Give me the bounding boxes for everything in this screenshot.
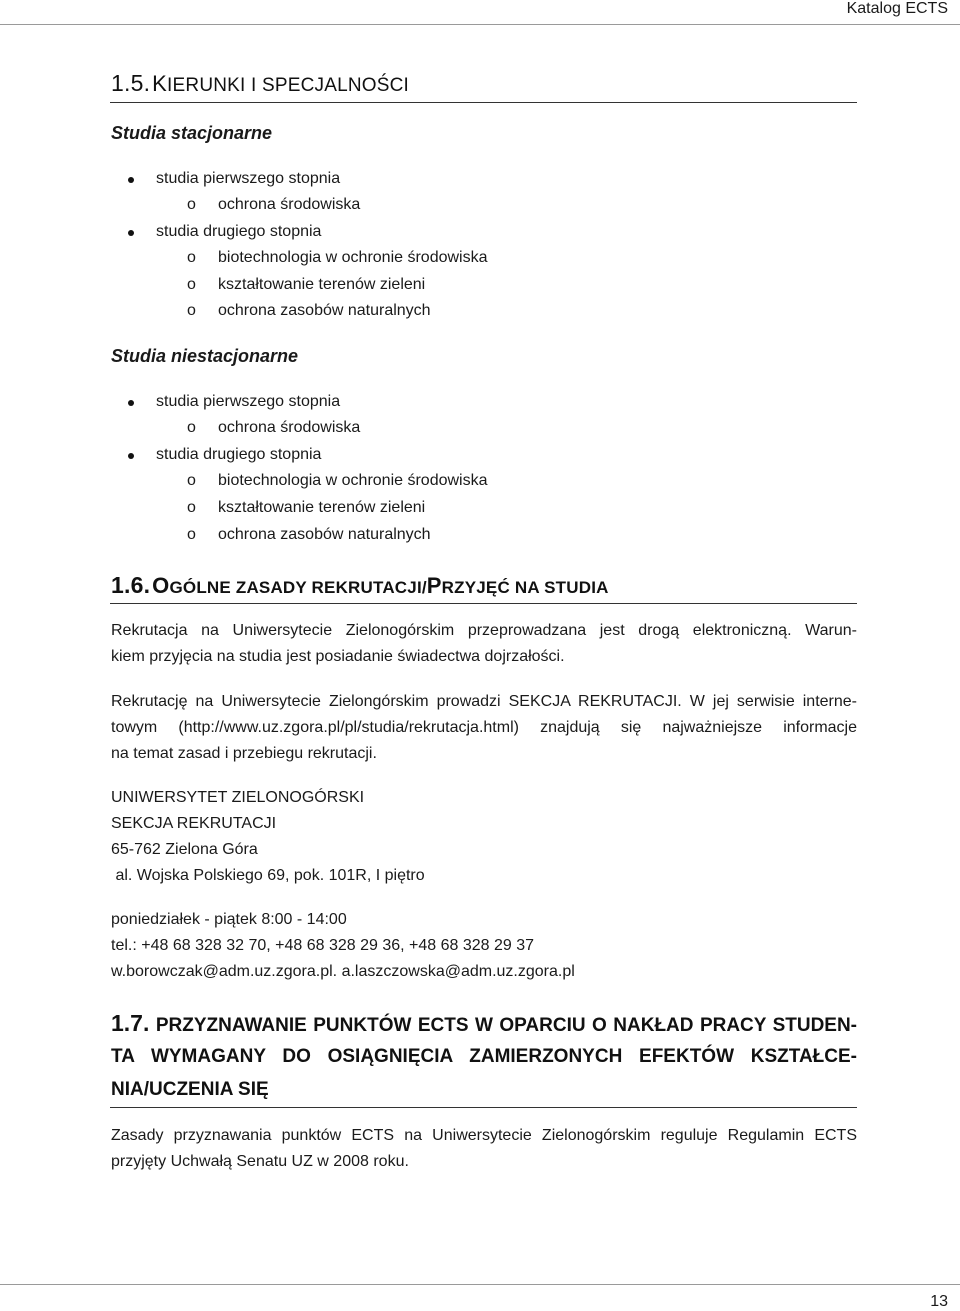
list-item-level1: studia pierwszego stopnia [156, 170, 341, 187]
paragraph-line: Zasady przyznawania punktów ECTS na Uniwersytecie Zielonogórskim reguluje Regulamin ECTS [111, 1127, 857, 1144]
section-16-cap-1: O [152, 573, 170, 598]
section-17-rule [110, 1107, 857, 1108]
sub-bullet-icon: o [187, 499, 196, 516]
bullet-icon [128, 177, 134, 183]
section-16-title-2: RZYJĘĆ NA STUDIA [441, 578, 609, 597]
page-number: 13 [930, 1293, 948, 1310]
section-17-line-1 [111, 1007, 857, 1040]
header-rule [0, 24, 960, 25]
section-17-title-line: PRZYZNAWANIE PUNKTÓW ECTS W OPARCIU O NAKŁAD PRACY STUDEN- [155, 1015, 858, 1036]
section-15-first-letter: K [152, 71, 168, 96]
section-16-number: 1.6. [111, 572, 151, 598]
section-15-number: 1.5. [111, 70, 151, 96]
list-item-level1: studia drugiego stopnia [156, 446, 322, 463]
list-item-level2: biotechnologia w ochronie środowiska [218, 249, 488, 266]
paragraph-ects [111, 1123, 857, 1175]
list-item-level2: ochrona środowiska [218, 419, 361, 436]
section-16-title-1: GÓLNE ZASADY REKRUTACJI/ [169, 578, 427, 597]
footer-rule [0, 1284, 960, 1285]
paragraph-line: Rekrutacja na Uniwersytecie Zielonogórskim przeprowadzana jest drogą elektroniczną. Warun- [111, 622, 857, 639]
address-line: UNIWERSYTET ZIELONOGÓRSKI [111, 789, 365, 806]
office-hours: poniedziałek - piątek 8:00 - 14:00 [111, 911, 347, 928]
section-17-heading [111, 1007, 857, 1106]
list-item-level2: ochrona zasobów naturalnych [218, 302, 431, 319]
section-15-heading [111, 70, 409, 97]
bullet-icon [128, 453, 134, 459]
address-line: al. Wojska Polskiego 69, pok. 101R, I piętro [111, 867, 425, 884]
address-line: 65-762 Zielona Góra [111, 841, 258, 858]
contact-block [111, 907, 575, 985]
section-17-line-3: NIA/UCZENIA SIĘ [111, 1079, 269, 1100]
paragraph-line: kiem przyjęcia na studia jest posiadanie świadectwa dojrzałości. [111, 648, 565, 665]
list-item-level2: ochrona zasobów naturalnych [218, 526, 431, 543]
paragraph-recruitment-office [111, 689, 857, 767]
list-item-level1: studia pierwszego stopnia [156, 393, 341, 410]
paragraph-line: przyjęty Uchwałą Senatu UZ w 2008 roku. [111, 1153, 409, 1170]
paragraph-line: towym (http://www.uz.zgora.pl/pl/studia/rekrutacja.html) znajdują się najważniejsze informacje [111, 719, 857, 736]
sub-bullet-icon: o [187, 276, 196, 293]
section-16-cap-2: P [426, 573, 442, 598]
list-item-level2: biotechnologia w ochronie środowiska [218, 472, 488, 489]
section-16-rule [110, 603, 857, 604]
list-item-level2: kształtowanie terenów zieleni [218, 276, 426, 293]
list-item-level1: studia drugiego stopnia [156, 223, 322, 240]
list-item-level2: ochrona środowiska [218, 196, 361, 213]
sub-bullet-icon: o [187, 526, 196, 543]
sub-bullet-icon: o [187, 419, 196, 436]
paragraph-recruitment-online [111, 618, 857, 670]
sub-bullet-icon: o [187, 472, 196, 489]
phone-numbers: tel.: +48 68 328 32 70, +48 68 328 29 36, +48 68 328 29 37 [111, 937, 535, 954]
section-15-title: IERUNKI I SPECJALNOŚCI [167, 75, 410, 96]
sub-bullet-icon: o [187, 302, 196, 319]
section-17-number: 1.7. [111, 1010, 150, 1036]
paragraph-line: na temat zasad i przebiegu rekrutacji. [111, 745, 377, 762]
list-item-level2: kształtowanie terenów zieleni [218, 499, 426, 516]
section-15-rule [110, 102, 857, 103]
email-addresses: w.borowczak@adm.uz.zgora.pl. a.laszczowska@adm.uz.zgora.pl [111, 963, 575, 980]
paragraph-line: Rekrutację na Uniwersytecie Zielongórskim prowadzi SEKCJA REKRUTACJI. W jej serwisie interne- [111, 693, 857, 710]
bullet-icon [128, 230, 134, 236]
running-header: Katalog ECTS [846, 0, 948, 17]
sub-bullet-icon: o [187, 249, 196, 266]
bullet-icon [128, 400, 134, 406]
subheading-niestacjonarne: Studia niestacjonarne [111, 346, 299, 366]
section-17-line-2: TA WYMAGANY DO OSIĄGNIĘCIA ZAMIERZONYCH EFEKTÓW KSZTAŁCE- [111, 1046, 857, 1067]
subheading-stacjonarne: Studia stacjonarne [111, 123, 273, 143]
sub-bullet-icon: o [187, 196, 196, 213]
address-line: SEKCJA REKRUTACJI [111, 815, 277, 832]
address-block [111, 785, 425, 889]
section-16-heading [111, 572, 609, 599]
